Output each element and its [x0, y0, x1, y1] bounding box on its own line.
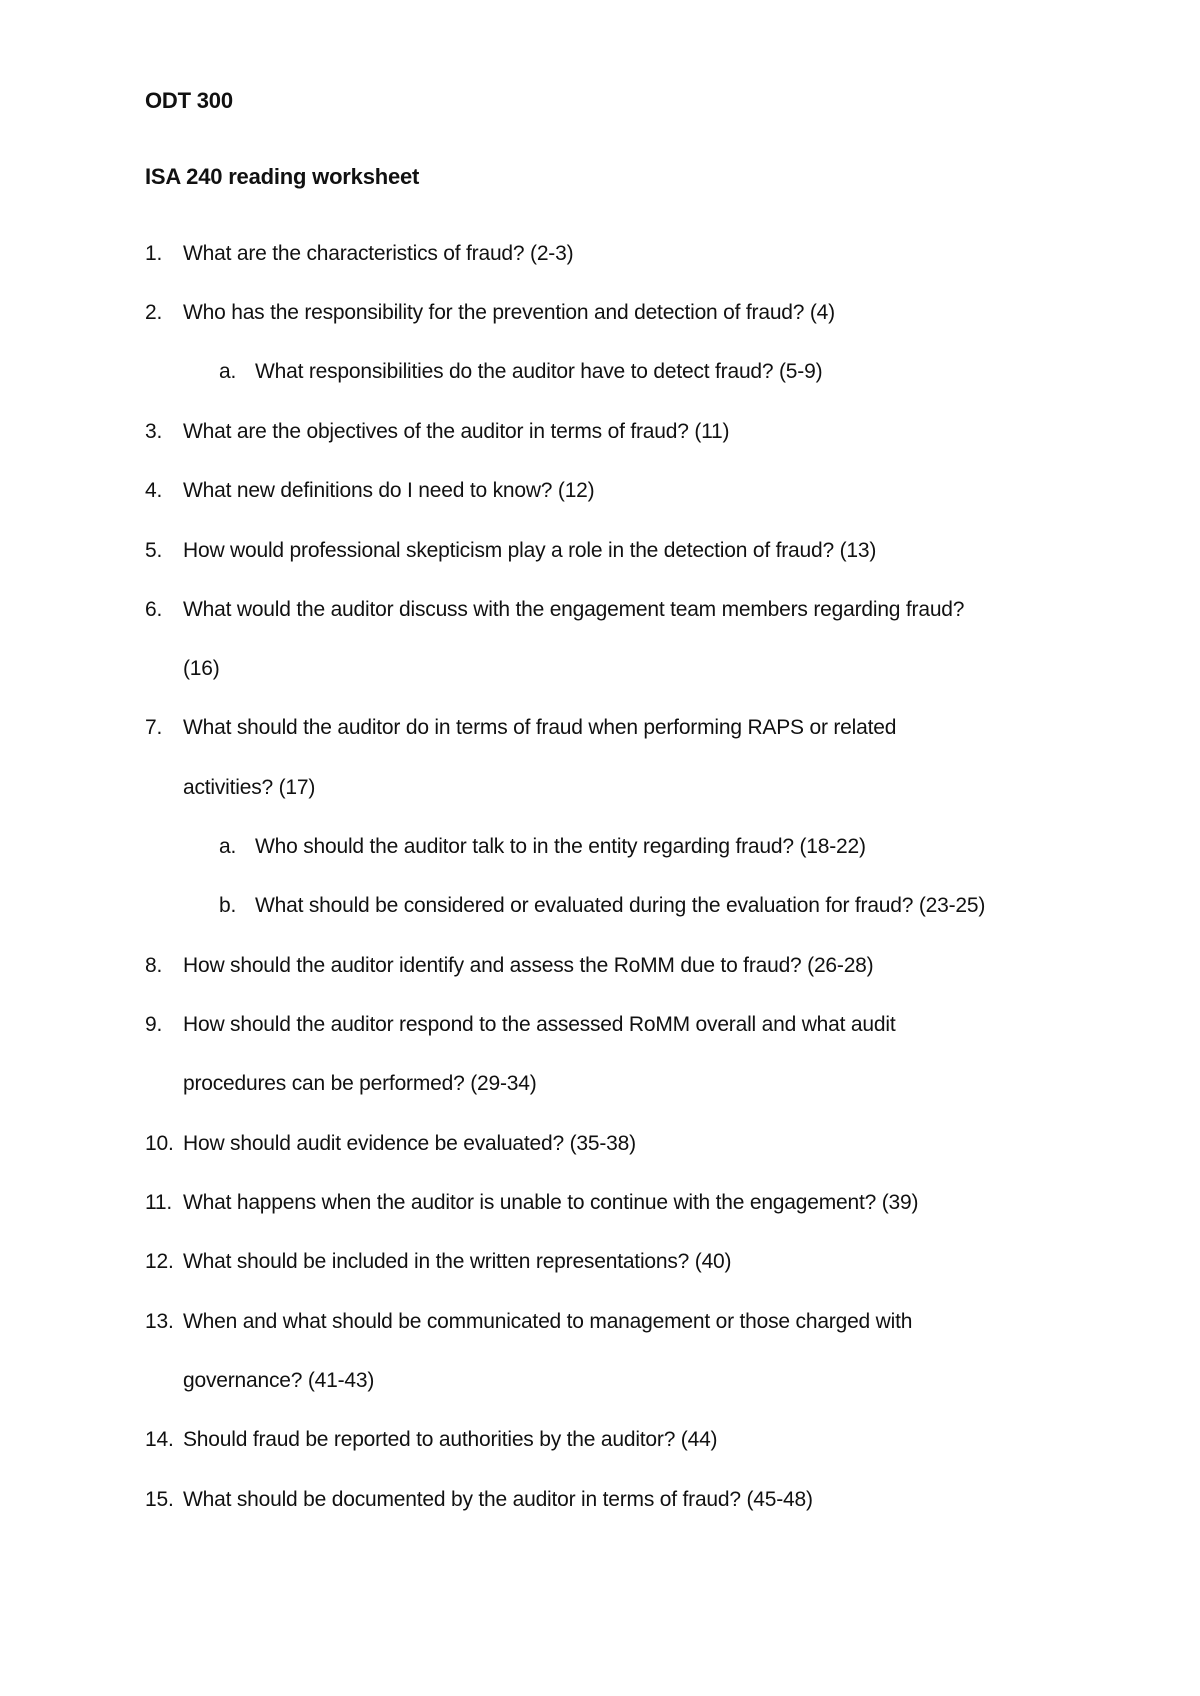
question-continuation: activities? (17) [183, 776, 316, 799]
question-number: 3. [145, 420, 163, 443]
question-number: 15. [145, 1488, 174, 1511]
sub-question-letter: a. [219, 360, 237, 383]
question-text: How should the auditor respond to the assessed RoMM overall and what audit [183, 1013, 896, 1036]
question-number: 11. [145, 1191, 173, 1214]
course-code: ODT 300 [145, 88, 233, 113]
question-text: What would the auditor discuss with the engagement team members regarding fraud? [183, 598, 965, 621]
question-text: How would professional skepticism play a role in the detection of fraud? (13) [183, 539, 877, 562]
question-text: What should the auditor do in terms of fraud when performing RAPS or related [183, 716, 897, 739]
question-text: How should the auditor identify and assess the RoMM due to fraud? (26-28) [183, 954, 874, 977]
question-number: 10. [145, 1132, 174, 1155]
question-continuation: procedures can be performed? (29-34) [183, 1072, 537, 1095]
question-text: When and what should be communicated to management or those charged with [183, 1310, 913, 1333]
question-text: What should be included in the written representations? (40) [183, 1250, 732, 1273]
sub-question-text: What responsibilities do the auditor have to detect fraud? (5-9) [255, 360, 823, 383]
question-text: Who has the responsibility for the prevention and detection of fraud? (4) [183, 301, 835, 324]
question-number: 2. [145, 301, 163, 324]
question-text: What happens when the auditor is unable to continue with the engagement? (39) [183, 1191, 919, 1214]
question-number: 6. [145, 598, 163, 621]
question-number: 8. [145, 954, 163, 977]
question-text: What are the objectives of the auditor in terms of fraud? (11) [183, 420, 730, 443]
question-text: Should fraud be reported to authorities by the auditor? (44) [183, 1428, 718, 1451]
question-number: 7. [145, 716, 163, 739]
question-number: 1. [145, 242, 163, 265]
question-number: 14. [145, 1428, 174, 1451]
question-number: 12. [145, 1250, 174, 1273]
sub-question-letter: a. [219, 835, 237, 858]
question-number: 13. [145, 1310, 174, 1333]
question-continuation: (16) [183, 657, 220, 680]
question-number: 9. [145, 1013, 163, 1036]
question-text: How should audit evidence be evaluated? (35-38) [183, 1132, 636, 1155]
question-text: What are the characteristics of fraud? (2-3) [183, 242, 574, 265]
sub-question-text: Who should the auditor talk to in the entity regarding fraud? (18-22) [255, 835, 866, 858]
worksheet-title: ISA 240 reading worksheet [145, 164, 420, 189]
sub-question-letter: b. [219, 894, 237, 917]
question-number: 4. [145, 479, 163, 502]
question-continuation: governance? (41-43) [183, 1369, 375, 1392]
question-number: 5. [145, 539, 163, 562]
sub-question-text: What should be considered or evaluated during the evaluation for fraud? (23-25) [255, 894, 986, 917]
question-text: What new definitions do I need to know? (12) [183, 479, 595, 502]
question-text: What should be documented by the auditor in terms of fraud? (45-48) [183, 1488, 813, 1511]
